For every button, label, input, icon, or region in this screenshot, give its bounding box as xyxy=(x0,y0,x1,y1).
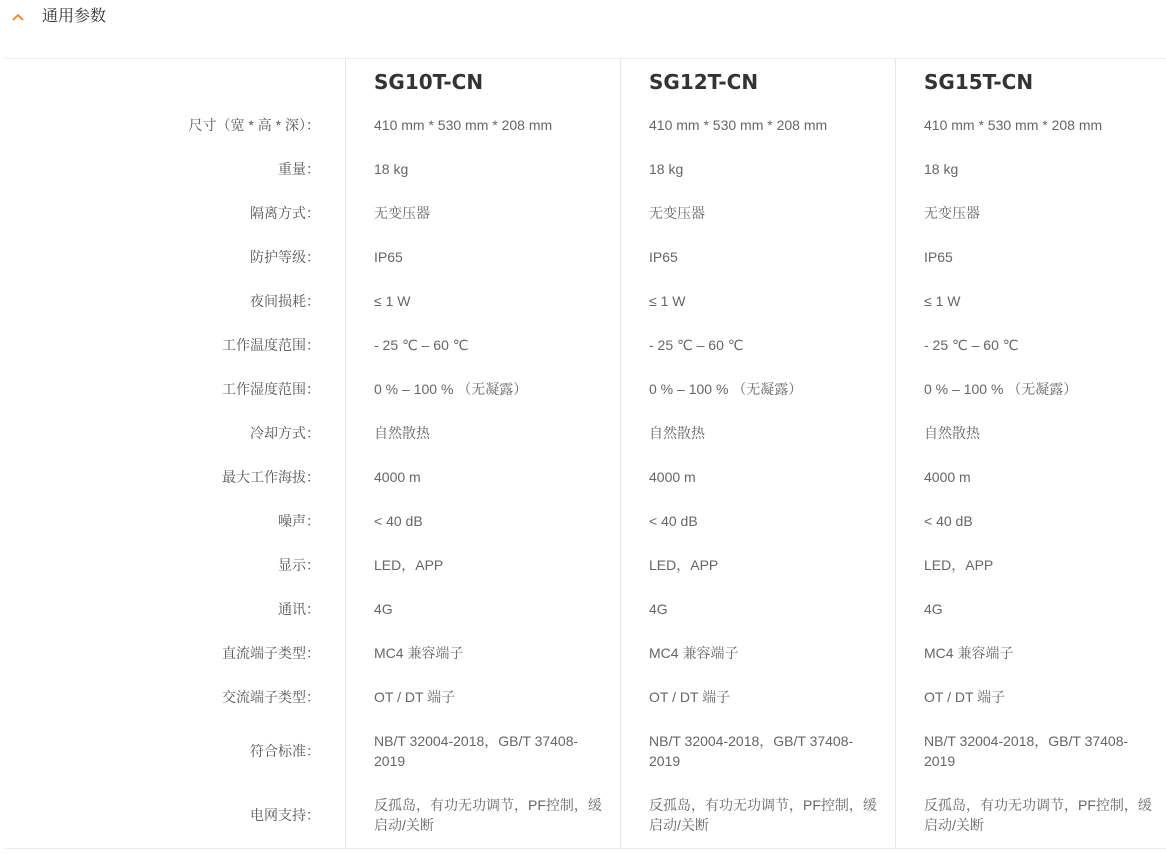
row-value: LED，APP xyxy=(374,557,444,573)
row-value: < 40 dB xyxy=(374,513,423,529)
row-label: 重量： xyxy=(278,161,320,177)
row-label: 隔离方式： xyxy=(250,205,320,221)
row-label: 符合标准： xyxy=(250,743,320,759)
row-label: 尺寸（宽 * 高 * 深）： xyxy=(188,117,320,133)
column-divider xyxy=(895,59,896,848)
chevron-up-icon[interactable] xyxy=(10,9,26,25)
model-heading: SG12T-CN xyxy=(649,70,759,94)
row-value: MC4 兼容端子 xyxy=(374,645,464,661)
row-value: < 40 dB xyxy=(649,513,698,529)
row-value: 4G xyxy=(374,601,393,617)
row-label: 工作温度范围： xyxy=(222,337,320,353)
row-value: 0 % – 100 % （无凝露） xyxy=(649,381,803,397)
section-header[interactable] xyxy=(0,0,1166,36)
row-value: IP65 xyxy=(374,249,403,265)
row-value: NB/T 32004-2018，GB/T 37408-2019 xyxy=(649,733,854,769)
row-value: 0 % – 100 % （无凝露） xyxy=(924,381,1078,397)
row-value: < 40 dB xyxy=(924,513,973,529)
row-value: LED，APP xyxy=(649,557,719,573)
row-value: 自然散热 xyxy=(924,425,980,441)
row-label: 最大工作海拔： xyxy=(222,469,320,485)
row-value: OT / DT 端子 xyxy=(374,689,456,705)
row-value: IP65 xyxy=(649,249,678,265)
row-value: MC4 兼容端子 xyxy=(649,645,739,661)
row-label: 直流端子类型： xyxy=(222,645,320,661)
row-label: 电网支持： xyxy=(250,807,320,823)
row-label: 防护等级： xyxy=(250,249,320,265)
row-value: 0 % – 100 % （无凝露） xyxy=(374,381,528,397)
row-value: NB/T 32004-2018，GB/T 37408-2019 xyxy=(924,733,1129,769)
row-value: 410 mm * 530 mm * 208 mm xyxy=(374,117,553,133)
row-value: 自然散热 xyxy=(374,425,430,441)
row-value: 18 kg xyxy=(374,161,409,177)
model-heading: SG10T-CN xyxy=(374,70,484,94)
row-value: LED，APP xyxy=(924,557,994,573)
column-divider xyxy=(620,59,621,848)
row-label: 交流端子类型： xyxy=(222,689,320,705)
row-value: - 25 ℃ – 60 ℃ xyxy=(924,337,1019,353)
row-value: - 25 ℃ – 60 ℃ xyxy=(649,337,744,353)
row-value: 4G xyxy=(924,601,943,617)
bottom-divider xyxy=(5,848,1166,849)
row-value: 410 mm * 530 mm * 208 mm xyxy=(924,117,1103,133)
row-value: 反孤岛，有功无功调节，PF控制，缓启动/关断 xyxy=(924,797,1152,833)
row-label: 夜间损耗： xyxy=(250,293,320,309)
row-value: 反孤岛，有功无功调节，PF控制，缓启动/关断 xyxy=(649,797,877,833)
row-value: IP65 xyxy=(924,249,953,265)
row-value: 无变压器 xyxy=(649,205,705,221)
row-value: 18 kg xyxy=(649,161,684,177)
section-title: 通用参数 xyxy=(42,8,107,25)
row-label: 显示： xyxy=(278,557,320,573)
row-label: 通讯： xyxy=(278,601,320,617)
row-value: OT / DT 端子 xyxy=(924,689,1006,705)
row-value: 自然散热 xyxy=(649,425,705,441)
row-value: ≤ 1 W xyxy=(374,293,411,309)
row-value: 4G xyxy=(649,601,668,617)
row-label: 冷却方式： xyxy=(250,425,320,441)
row-value: 无变压器 xyxy=(374,205,430,221)
row-value: - 25 ℃ – 60 ℃ xyxy=(374,337,469,353)
row-value: 反孤岛，有功无功调节，PF控制，缓启动/关断 xyxy=(374,797,602,833)
column-divider xyxy=(345,59,346,848)
row-value: 4000 m xyxy=(374,469,421,485)
row-value: NB/T 32004-2018，GB/T 37408-2019 xyxy=(374,733,579,769)
row-value: ≤ 1 W xyxy=(924,293,961,309)
row-value: 无变压器 xyxy=(924,205,980,221)
row-value: MC4 兼容端子 xyxy=(924,645,1014,661)
row-value: 4000 m xyxy=(649,469,696,485)
row-value: OT / DT 端子 xyxy=(649,689,731,705)
row-label: 工作湿度范围： xyxy=(222,381,320,397)
row-value: 410 mm * 530 mm * 208 mm xyxy=(649,117,828,133)
row-value: 4000 m xyxy=(924,469,971,485)
row-value: 18 kg xyxy=(924,161,959,177)
row-value: ≤ 1 W xyxy=(649,293,686,309)
row-label: 噪声： xyxy=(278,513,320,529)
model-heading: SG15T-CN xyxy=(924,70,1034,94)
spec-table xyxy=(0,59,1166,848)
